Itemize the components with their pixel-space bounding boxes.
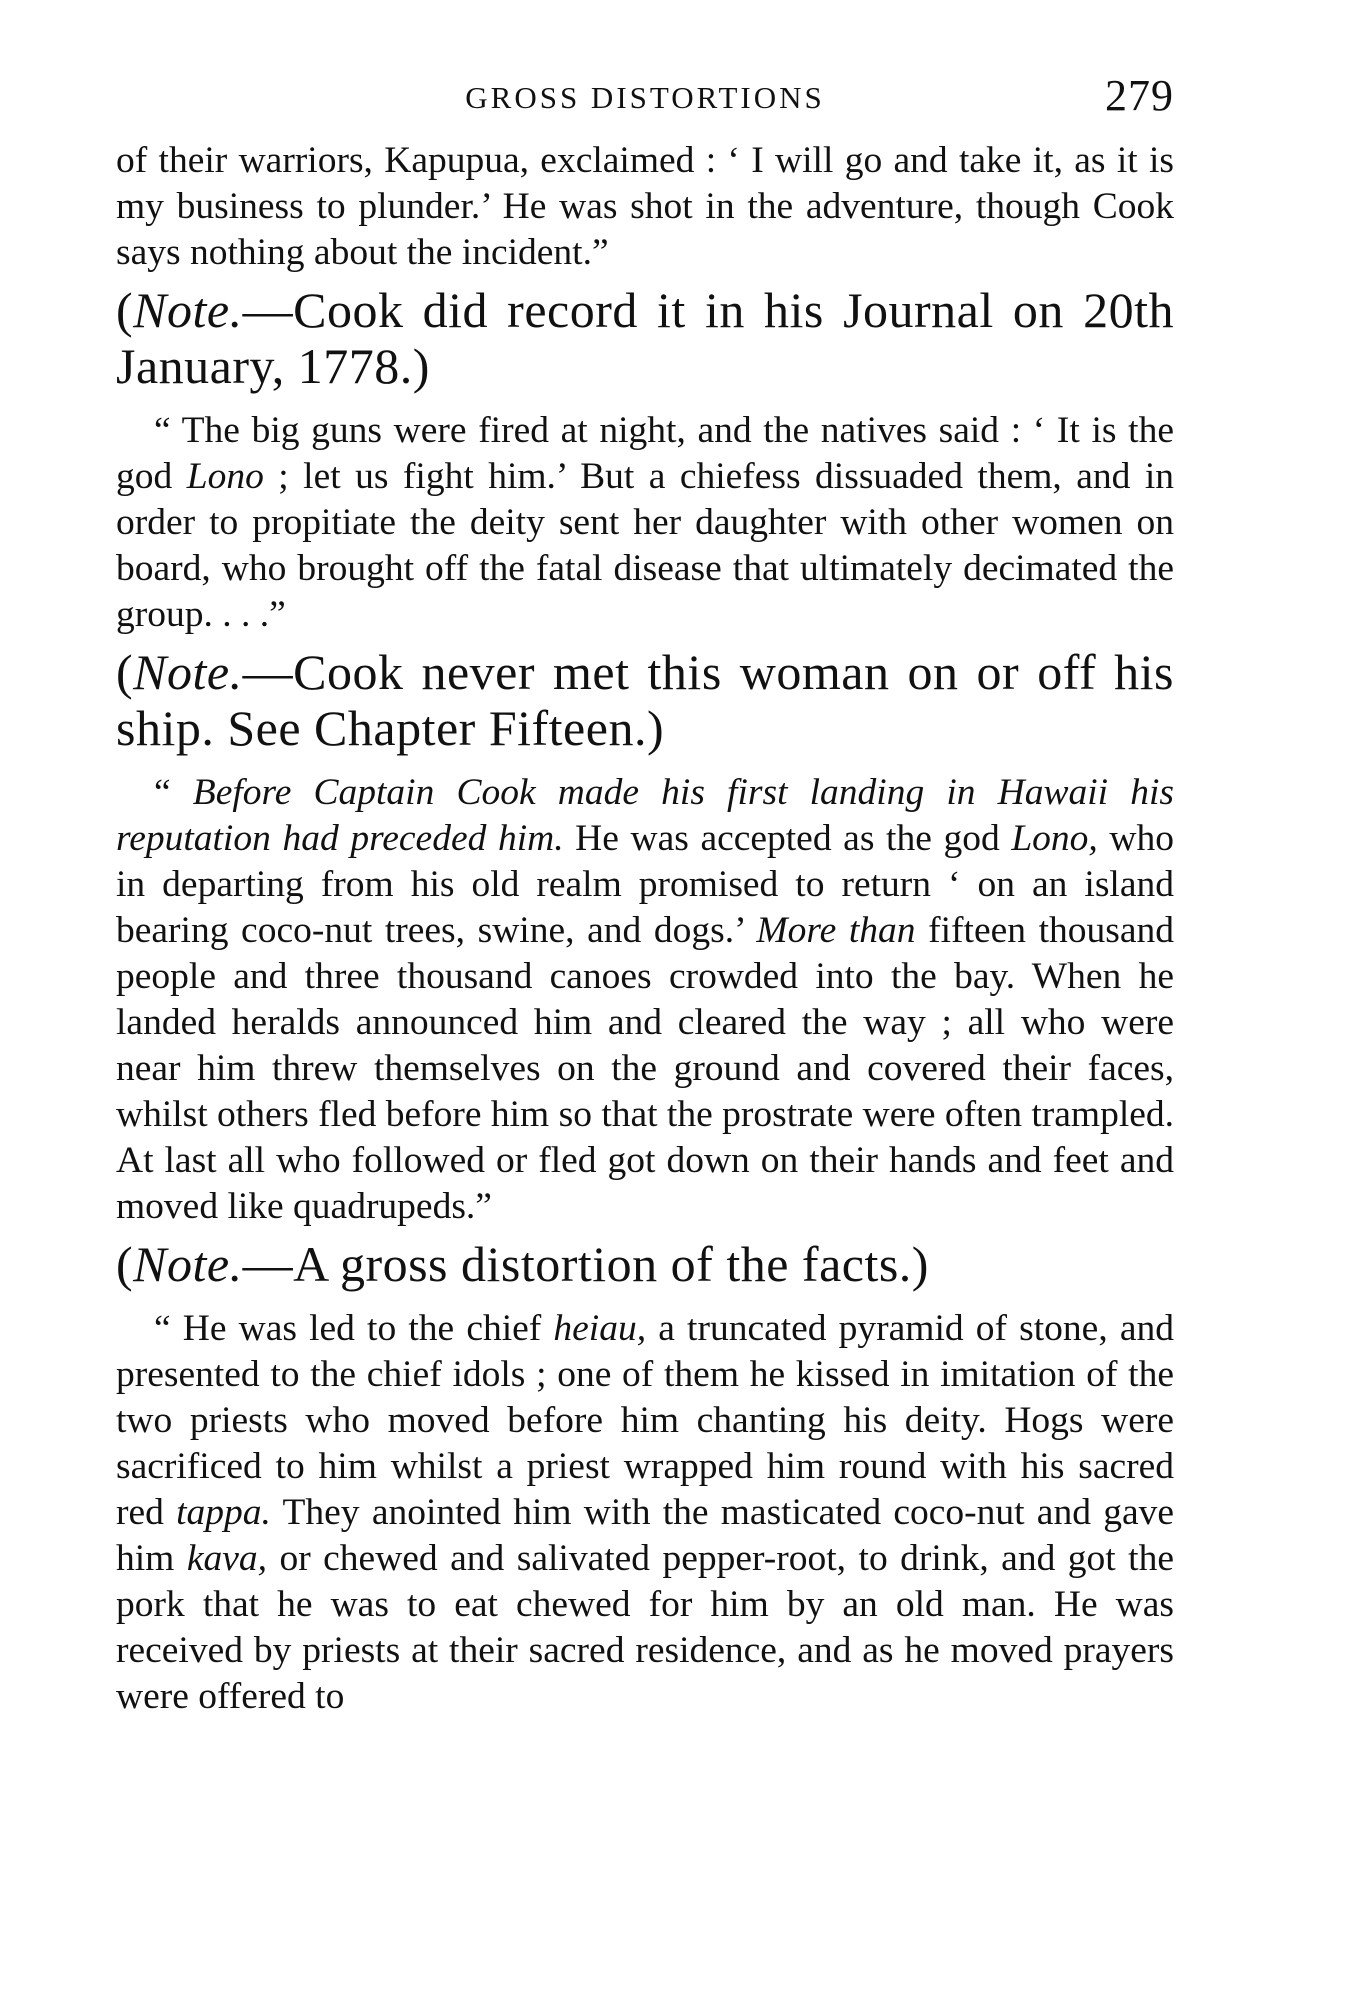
paragraph-4-text-d: or chewed and salivated pepper-root, to drink, and got the pork that he was to eat chewed for him by an old man. He was received by priests at their sacred residence, and as he moved prayers were offered to	[116, 1538, 1174, 1717]
paragraph-2-text-b: ; let us fight him.’ But a chiefess dissuaded them, and in order to propitiate the deity sent her daughter with other women on board, who brought off the fatal disease that ultimately decimated the group. . . .”	[116, 456, 1175, 635]
note-1-open: (	[116, 282, 134, 338]
note-1-text: —Cook did record it in his Journal on 20th January, 1778.)	[116, 282, 1174, 394]
paragraph-2-text-a: “ The big guns were fired at night, and the natives said : ‘ It is the god	[116, 410, 1174, 497]
note-3	[116, 1236, 1174, 1292]
note-1	[116, 282, 1174, 394]
paragraph-2-lono: Lono	[186, 456, 264, 497]
book-page	[116, 70, 1174, 1720]
paragraph-3-text-a: “	[154, 772, 193, 813]
note-2-text: —Cook never met this woman on or off his ship. See Chapter Fifteen.)	[116, 644, 1174, 756]
paragraph-3-text-c: who in departing from his old realm promised to return ‘ on an island bearing coco-nut trees, swine, and dogs.’	[116, 818, 1174, 951]
note-2-open: (	[116, 644, 134, 700]
paragraph-4-tappa: tappa.	[176, 1492, 271, 1533]
paragraph-3-lono: Lono,	[1011, 818, 1098, 859]
paragraph-1	[116, 138, 1174, 276]
paragraph-2	[116, 408, 1174, 638]
paragraph-3-text-d: fifteen thousand people and three thousand canoes crowded into the bay. When he landed heralds announced him and cleared the way ; all who were near him threw themselves on the ground and covered their faces, whilst others fled before him so that the prostrate were often trampled. At last all who followed or fled got down on their hands and feet and moved like quadrupeds.”	[116, 910, 1175, 1227]
note-1-label: Note.	[133, 282, 243, 338]
note-3-open: (	[116, 1236, 134, 1292]
paragraph-4-text-c: They anointed him with the masticated coco-nut and gave him	[116, 1492, 1174, 1579]
note-2-label: Note.	[133, 644, 243, 700]
paragraph-4-kava: kava,	[186, 1538, 267, 1579]
note-2	[116, 644, 1174, 756]
running-head: GROSS DISTORTIONS	[465, 80, 825, 115]
page-number: 279	[1105, 71, 1174, 120]
paragraph-4-text-a: “ He was led to the chief	[154, 1308, 554, 1349]
paragraph-3-italic-1: Before Captain Cook made his first landing in Hawaii his reputation had preceded him.	[116, 772, 1175, 859]
paragraph-4-text-b: a truncated pyramid of stone, and presented to the chief idols ; one of them he kissed in imitation of the two priests who moved before him chanting his deity. Hogs were sacrificed to him whilst a priest wrapped him round with his sacred red	[116, 1308, 1174, 1533]
page-header	[116, 70, 1174, 130]
paragraph-4-heiau: heiau,	[553, 1308, 647, 1349]
note-3-label: Note.	[133, 1236, 243, 1292]
paragraph-3	[116, 770, 1174, 1230]
paragraph-1-text: of their warriors, Kapupua, exclaimed : ‘ I will go and take it, as it is my business to plunder.’ He was shot in the adventure, though Cook says nothing about the incident.”	[116, 140, 1174, 273]
paragraph-4	[116, 1306, 1174, 1720]
note-3-text: —A gross distortion of the facts.)	[242, 1236, 929, 1292]
paragraph-3-italic-2: More than	[756, 910, 916, 951]
paragraph-3-text-b: He was accepted as the god	[563, 818, 1012, 859]
